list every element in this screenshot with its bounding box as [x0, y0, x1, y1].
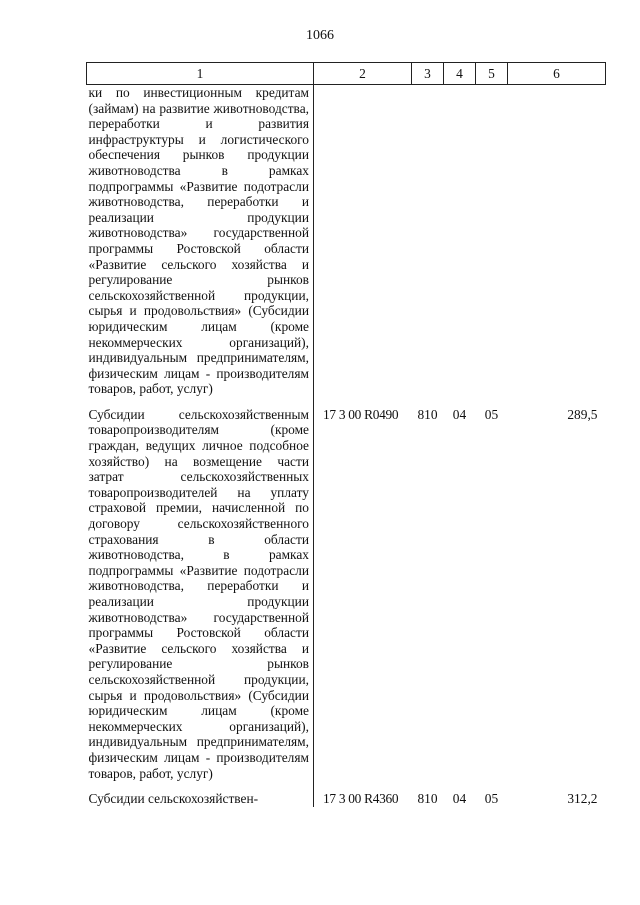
- table-row: [87, 781, 606, 807]
- row-col3: 810: [417, 791, 438, 807]
- column-header-6: 6: [508, 63, 606, 85]
- row-amount: 289,5: [567, 406, 598, 422]
- row-amount: 312,2: [567, 791, 598, 807]
- row-col3: 810: [417, 406, 438, 422]
- column-header-5: 5: [476, 63, 508, 85]
- column-header-4: 4: [444, 63, 476, 85]
- row-description: Субсидии сельскохозяйствен-: [87, 781, 314, 807]
- row-description: Субсидии сельскохозяйственным товаропроизводителям (кроме граждан, ведущих личное подсобное хозяйство) на возмещение части затрат сельскохозяйственных товаропроизводителей на уплату страховой премии, начисленной по договору сельскохозяйственного страхования в области животноводства, в рамках подпрограммы «Развитие подотрасли животноводства, переработки и реализации продукции животноводства» государственной программы Ростовской области «Развитие сельского хозяйства и регулирование рынков сельскохозяйственной продукции, сырья и продовольствия» (Субсидии юридическим лицам (кроме некоммерческих организаций), индивидуальным предпринимателям, физическим лицам - производителям товаров, работ, услуг): [87, 397, 314, 781]
- row-description: ки по инвестиционным кредитам (займам) на развитие животноводства, переработки и развития инфраструктуры и логистического обеспечения рынков продукции животноводства в рамках подпрограммы «Развитие подотрасли животноводства, переработки и реализации продукции животноводства» государственной программы Ростовской области «Развитие сельского хозяйства и регулирование рынков сельскохозяйственной продукции, сырья и продовольствия» (Субсидии юридическим лицам (кроме некоммерческих организаций), индивидуальным предпринимателям, физическим лицам - производителям товаров, работ, услуг): [87, 85, 314, 397]
- row-code: 17 3 00 R4360: [323, 791, 399, 807]
- row-col4: 04: [452, 406, 467, 422]
- budget-table: [86, 62, 606, 807]
- column-header-2: 2: [314, 63, 412, 85]
- table-header: [87, 63, 606, 85]
- row-col4: 04: [452, 791, 467, 807]
- row-col4: [444, 85, 476, 397]
- column-header-3: 3: [412, 63, 444, 85]
- table-header-row: [87, 63, 606, 85]
- row-col5: 05: [484, 406, 499, 422]
- row-col5: 05: [484, 791, 499, 807]
- table-body: [87, 85, 606, 807]
- column-header-1: 1: [87, 63, 314, 85]
- row-code: 17 3 00 R0490: [323, 406, 399, 422]
- row-col5: [476, 85, 508, 397]
- row-col3: [412, 85, 444, 397]
- row-code: [314, 85, 412, 397]
- table-row: [87, 397, 606, 781]
- table-row: [87, 85, 606, 397]
- row-amount: [508, 85, 606, 397]
- page-number: 1066: [306, 28, 334, 43]
